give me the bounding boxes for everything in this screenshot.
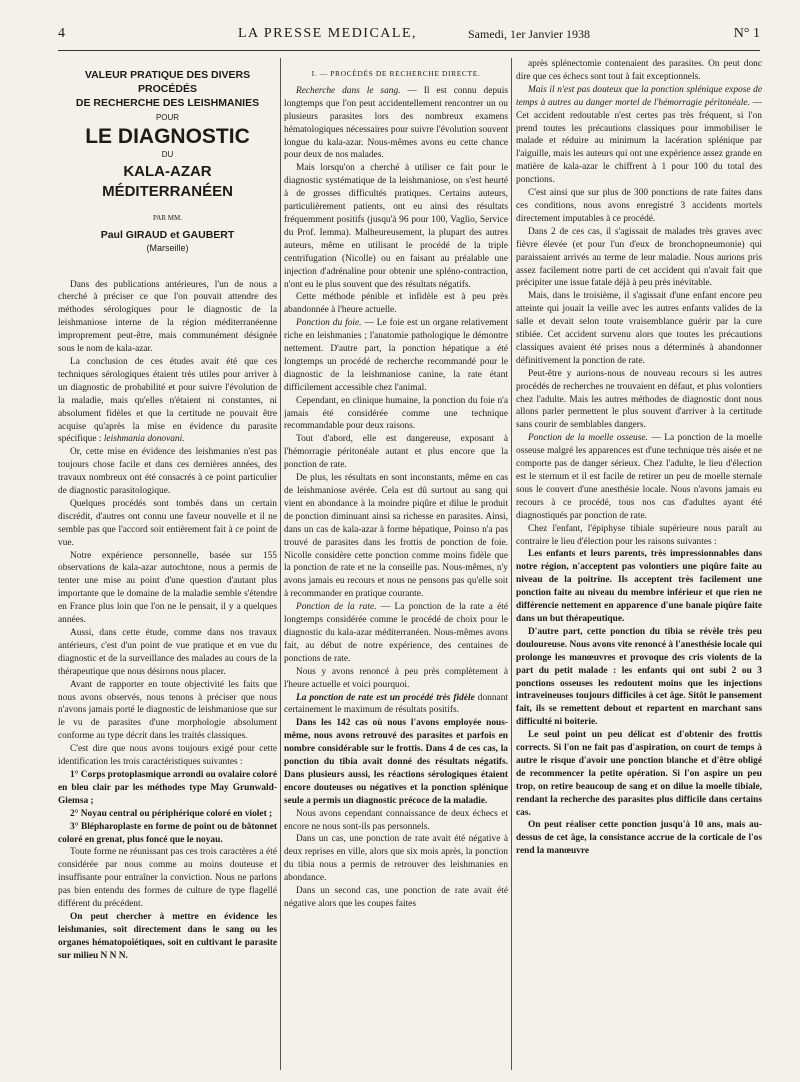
column-divider: [280, 58, 281, 1070]
paragraph: Peut-être y aurions-nous de nouveau recours si les autres procédés de recherches ne trouvaient en défaut, et plus volontiers chez l'adulte. Mais les autres méthodes de diagnostic dont nous allons parler permettent le plus souvent d'arriver à la certitude sans courir de semblables dangers.: [516, 368, 762, 431]
title-line-1: VALEUR PRATIQUE DES DIVERS PROCÉDÉS: [84, 69, 251, 95]
paragraph: Toute forme ne réunissant pas ces trois caractères a été considérée par nous comme au moins douteuse et insuffisante pour entraîner la conviction. Nous ne parlons pas bien entendu des formes de culture de type flagellé différent du précédent.: [58, 847, 277, 910]
paragraph: Ponction de la rate. — La ponction de la rate a été longtemps considérée comme le procédé de choix pour le diagnostic du kala-azar méditerranéen. Nous-mêmes avons fait, au début de notre expérience, des centaines de ponctions de rate.: [284, 602, 508, 664]
paragraph: Cependant, en clinique humaine, la ponction du foie n'a jamais été considérée comme une technique recommandable pour deux raisons.: [284, 395, 508, 432]
column-divider: [511, 58, 512, 1070]
paragraph: Cette méthode pénible et infidèle est à peu près abandonnée à l'heure actuelle.: [284, 292, 508, 316]
column-3: [516, 58, 762, 1070]
header-rule: [58, 50, 760, 51]
paragraph: De plus, les résultats en sont inconstants, même en cas de leishmaniose avérée. Cela est dû surtout au sang qui vient en abondance à la moindre piqûre et dilue le produit de ponction diminuant ainsi sa richesse en parasites. Ainsi, dans un cas de kala-azar à forme hépatique, Poinso n'a pas trouvé de parasites dans les frottis de ponction de foie. Nicolle considère cette ponction comme moins fidèle que la ponction de rate et ne la conseille pas. Nous-mêmes, n'y avons jamais eu recours et nous ne pensons pas qu'elle soit à recommander en pratique courante.: [284, 473, 508, 600]
paragraph: Mais, dans le troisième, il s'agissait d'une enfant encore peu atteinte qui jouait la veille avec les autres enfants valides de la salle et devait selon toute vraisemblance guérir par la cure stibiée. Cet accident survenu alors que toutes les précautions classiques avaient été prises nous a déterminés à abandonner définitivement la ponction de rate.: [516, 291, 762, 366]
paragraph: Dans un second cas, une ponction de rate avait été négative alors que les coupes faites: [284, 886, 508, 909]
paragraph: Nous y avons renoncé à peu près complètement à l'heure actuelle et voici pourquoi.: [284, 666, 508, 690]
list-item: 3° Blépharoplaste en forme de point ou de bâtonnet coloré en grenat, plus foncé que le noyau.: [58, 821, 277, 845]
paragraph: Dans 2 de ces cas, il s'agissait de malades très graves avec fièvre élevée (et pour l'un d'eux de bronchopneumonie) qui paraissaient arrivés au terme de leur maladie. Nous aurions pris assez facilement notre parti de cet accident qui n'avait fait que précipiter une issue fatale déjà à peu près inévitable.: [516, 226, 762, 289]
paragraph: Dans les 142 cas où nous l'avons employée nous-même, nous avons retrouvé des parasites et parfois en nombre considérable sur le frottis. Dans 4 de ces cas, la ponction du tibia avait donné des résultats négatifs. Dans plusieurs aussi, les réactions sérologiques étaient encore douteuses ou négatives et la ponction splénique seule a permis un diagnostic précoce de la maladie.: [284, 718, 508, 806]
page-number: 4: [58, 26, 65, 41]
paragraph: C'est dire que nous avons toujours exigé pour cette identification les trois caractéristiques suivantes :: [58, 744, 277, 768]
paragraph: Aussi, dans cette étude, comme dans nos travaux antérieurs, c'est d'un point de vue pratique et en vue du diagnostic et de la surveillance des malades au cours de la thérapeutique que nous désirons nous placer.: [58, 628, 277, 677]
paragraph: Le seul point un peu délicat est d'obtenir des frottis corrects. Si l'on ne fait pas d'aspiration, on court de temps à autre le risque d'avoir une ponction blanche et d'être obligé de recommencer la petite opération. Si l'on aspire un peu trop, on retire beaucoup de sang et on dilue la moelle tibiale, rendant la recherche des parasites plus difficile dans certains cas.: [516, 730, 762, 818]
paragraph: Avant de rapporter en toute objectivité les faits que nous avons observés, nous tenons à préciser que nous n'avons jamais porté le diagnostic de leishmaniose que sur le vu de parasites d'une morphologie absolument conforme au type décrit dans les traités classiques.: [58, 679, 277, 742]
paragraph: Or, cette mise en évidence des leishmanies n'est pas toujours chose facile et dans ces dernières années, des travaux nombreux ont été consacrés à ce point particulier de diagnostic parasitologique.: [58, 447, 277, 497]
article-title-block: [58, 68, 277, 255]
paragraph: On peut chercher à mettre en évidence les leishmanies, soit directement dans le sang ou les organes hématopoïétiques, soit en cultivant le parasite sur milieu N N N.: [58, 911, 277, 961]
byline-par: PAR MM.: [153, 213, 182, 222]
issue-date: Samedi, 1er Janvier 1938: [468, 27, 590, 41]
paragraph: Nous avons cependant connaissance de deux échecs et encore ne nous sont-ils pas personnels.: [284, 808, 508, 832]
paragraph: Notre expérience personnelle, basée sur 155 observations de kala-azar autochtone, nous a permis de tenter une mise au point d'une question d'autant plus importante que le domaine de la maladie semble s'étendre en France plus loin que l'on ne le pensait, il y a quelques années.: [58, 550, 277, 626]
paragraph: Mais lorsqu'on a cherché à utiliser ce fait pour le diagnostic systématique de la leishmaniose, on s'est heurté à de grosses difficultés pratiques. Certains auteurs, particulièrement patients, ont eu ainsi des résultats fréquemment positifs (jusqu'à 96 pour 100, Vaglio, Service du Prof. Iemma). Malheureusement, la plupart des autres auteurs, même en utilisant le procédé de la triple centrifugation (Nicolle) ou en faisant au préalable une injection d'adrénaline pour obtenir une spléno-contraction, n'ont eu le plus souvent que des résultats négatifs.: [284, 163, 508, 290]
authors: Paul GIRAUD et GAUBERT: [100, 228, 235, 241]
title-du: DU: [161, 149, 174, 159]
paragraph: On peut réaliser cette ponction jusqu'à 10 ans, mais au-dessus de cet âge, la consistance accrue de la corticale de l'os rend la manœuvre: [516, 820, 762, 857]
paragraph: Quelques procédés sont tombés dans un certain discrédit, d'autres ont connu une faveur nouvelle et il ne semble pas que l'accord soit entièrement fait à ce point de vue.: [58, 498, 277, 548]
paragraph: Dans un cas, une ponction de rate avait été négative à deux reprises en ville, alors que six mois après, la ponction du tibia nous a permis de retrouver des leishmanies en abondance.: [284, 834, 508, 884]
title-pour: POUR: [155, 113, 180, 122]
list-item: 2° Noyau central ou périphérique coloré en violet ;: [70, 808, 273, 819]
column-1: [58, 58, 277, 1070]
paragraph: D'autre part, cette ponction du tibia se révèle très peu douloureuse. Nous avons vite renoncé à l'anesthésie locale qui prolonge les manœuvres et provoque des cris violents de la part du petit malade : les enfants qui ont subi 2 ou 3 ponctions osseuses les redoutent moins que les injections intraveineuses toujours difficiles à cet âge. Sitôt le pansement fait, ils se remettent debout et repartent en marchant sans difficulté ni boiterie.: [516, 626, 762, 728]
running-header: [58, 26, 760, 48]
journal-name: LA PRESSE MEDICALE,: [238, 26, 418, 41]
paragraph: Dans des publications antérieures, l'un de nous a cherché à préciser ce que l'on pouvait attendre des méthodes sérologiques pour le diagnostic de la leishmaniose interne de la région méditerranéenne improprement peut-être, mais communément désignée sous le nom de kala-azar.: [58, 279, 277, 355]
paragraph: C'est ainsi que sur plus de 300 ponctions de rate faites dans ces conditions, nous avons enregistré 3 accidents mortels directement imputables à ce procédé.: [516, 188, 762, 224]
title-subject: KALA-AZAR MÉDITERRANÉEN: [102, 162, 233, 200]
column-2: [284, 58, 508, 1070]
paragraph: La conclusion de ces études avait été que ces techniques sérologiques étaient très utiles pour arriver à un diagnostic de probabilité et pour suivre l'évolution de la maladie, mais qu'elles n'étaient ni constantes, ni absolument fidèles et que la certitude ne pouvait être acquise qu'après la mise en évidence du parasite spécifique : leishmania donovani.: [58, 356, 277, 445]
list-item: 1° Corps protoplasmique arrondi ou ovalaire coloré en bleu clair par les méthodes type May Grunwald-Giemsa ;: [58, 769, 277, 806]
title-line-2: DE RECHERCHE DES LEISHMANIES: [75, 97, 260, 109]
paragraph: Recherche dans le sang. — Il est connu depuis longtemps que l'on peut accidentellement rencontrer un ou plusieurs parasites lors des nombreux examens hématologiques nécessaires pour suivre l'évolution souvent longue du kala-azar. Nous-mêmes avons eu cette chance pour deux de nos malades.: [284, 85, 508, 161]
paragraph: Tout d'abord, elle est dangereuse, exposant à l'hémorragie péritonéale autant et plus encore que la ponction de rate.: [284, 434, 508, 471]
paragraph: après splénectomie contenaient des parasites. On peut donc dire que ces échecs sont tout à fait exceptionnels.: [516, 59, 762, 82]
paragraph: Ponction du foie. — Le foie est un organe relativement riche en leishmanies ; l'anatomie pathologique le démontre nettement. D'autre part, la ponction hépatique a été longtemps un procédé de recherche recommandé pour le diagnostic de la leishmaniose canine, la rate étant difficilement accessible chez l'animal.: [284, 318, 508, 393]
paragraph: Mais il n'est pas douteux que la ponction splénique expose de temps à autres au danger mortel de l'hémorragie péritonéale. — Cet accident redoutable n'est certes pas très fréquent, si l'on prend toutes les précautions classiques pour immobiliser le malade et réduire au minimum la lacération splénique par l'aiguille, mais les auteurs qui ont une expérience assez grande en matière de kala-azar le chiffrent à 1 pour 100 du total des ponctions.: [516, 84, 762, 186]
section-heading: I. — PROCÉDÉS DE RECHERCHE DIRECTE.: [311, 69, 481, 78]
author-city: (Marseille): [146, 242, 189, 253]
paragraph: Ponction de la moelle osseuse. — La ponction de la moelle osseuse malgré les apparences est d'une technique très aisée et ne comporte pas de danger sérieux. Chez l'adulte, le lieu d'élection est le sternum et il est facile de retirer un peu de moelle sternale sous le couvert d'une anesthésie locale. Nous n'avons jamais eu recours à ce procédé, tous nos cas d'adultes ayant été diagnostiqués par ponction de rate.: [516, 433, 762, 521]
issue-number: N° 1: [733, 26, 760, 41]
paragraph: Chez l'enfant, l'épiphyse tibiale supérieure nous paraît au contraire le lieu d'élection pour les raisons suivantes :: [516, 523, 762, 547]
paragraph: La ponction de rate est un procédé très fidèle donnant certainement le maximum de résultats positifs.: [284, 692, 508, 716]
title-main: LE DIAGNOSTIC: [85, 124, 250, 148]
paragraph: Les enfants et leurs parents, très impressionnables dans notre région, n'acceptent pas volontiers une piqûre faite au niveau de la poitrine. Ils acceptent très facilement une ponction faite au niveau du membre inférieur et que rien ne différencie nettement en apparence d'une banale piqûre faite dans un but thérapeutique.: [516, 549, 762, 624]
